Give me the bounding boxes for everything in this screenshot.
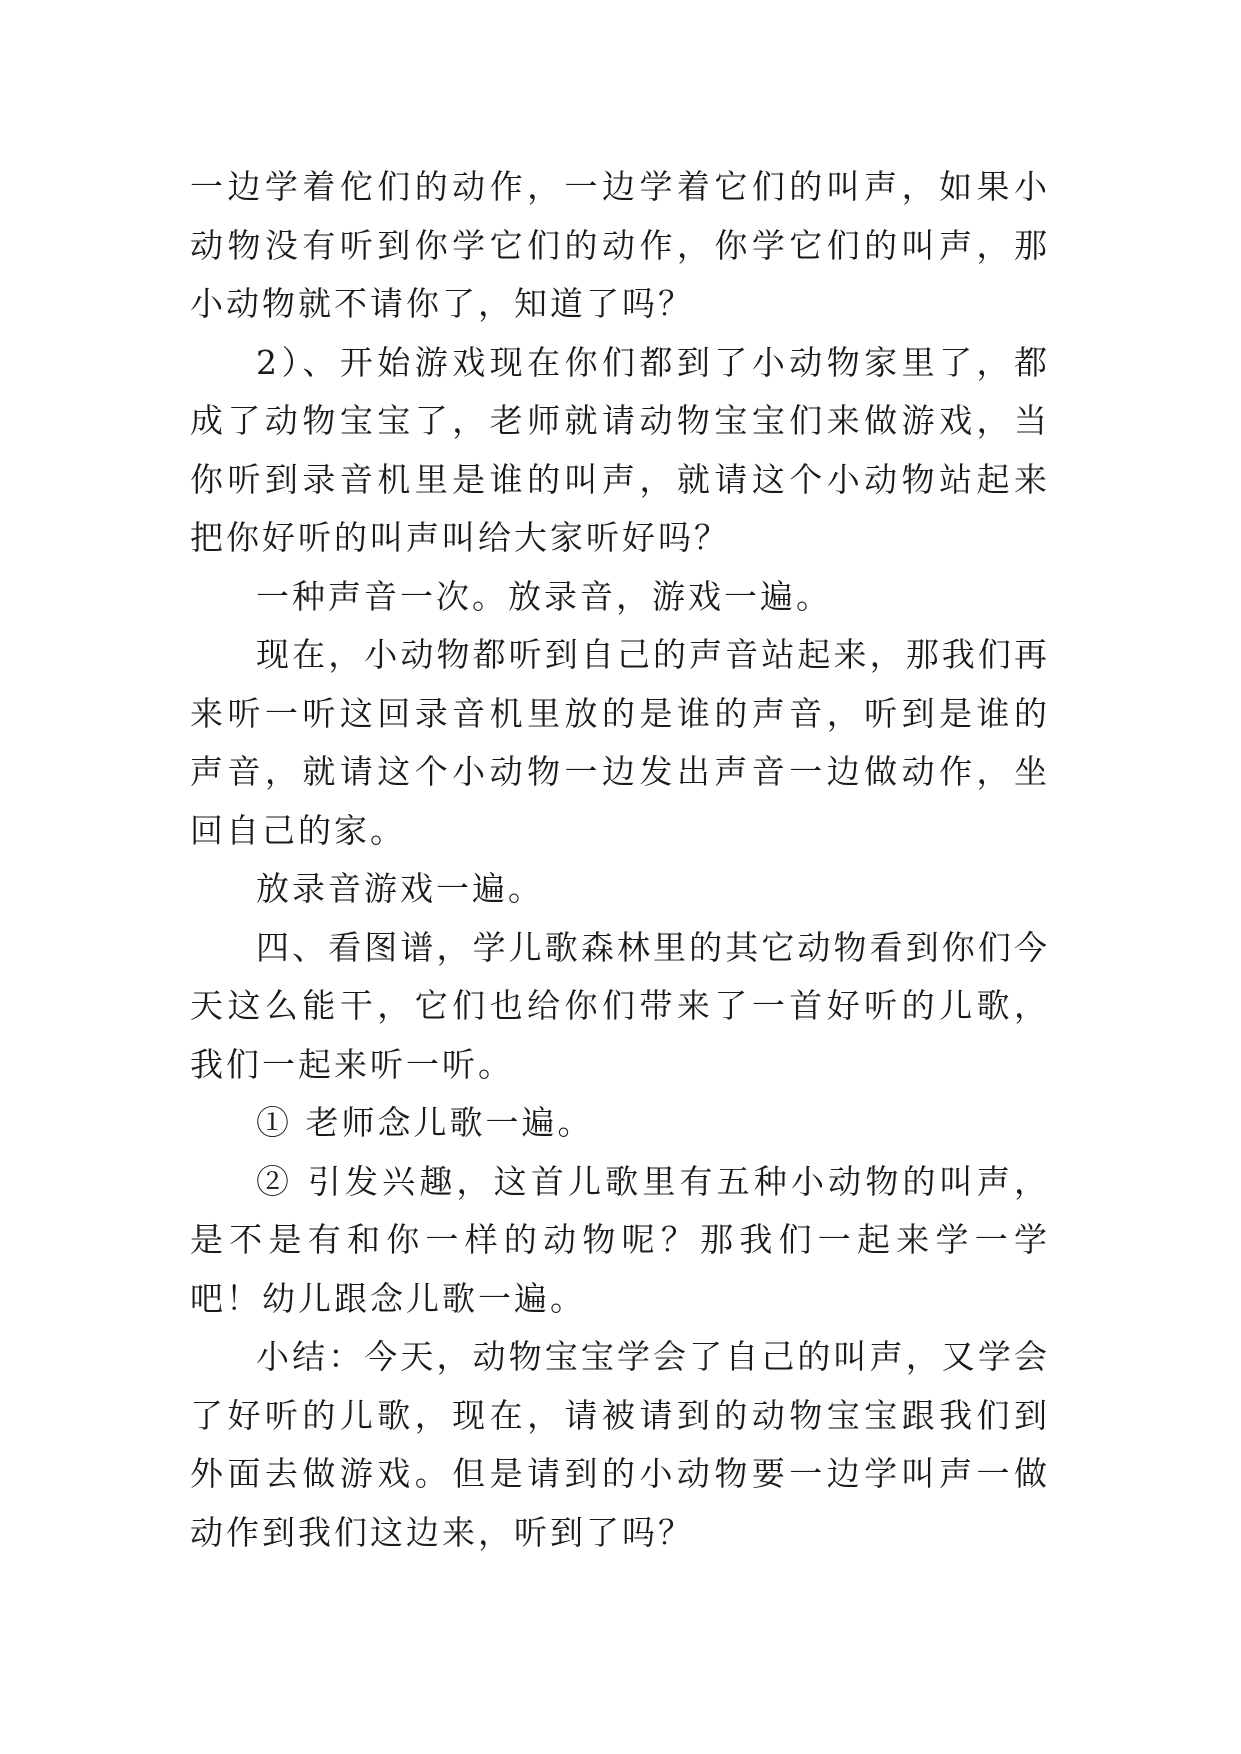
paragraph-section-four: 四、看图谱，学儿歌森林里的其它动物看到你们今天这么能干，它们也给你们带来了一首好听的儿歌，我们一起来听一听。	[190, 927, 1050, 1084]
paragraph-step-two: ② 引发兴趣，这首儿歌里有五种小动物的叫声，是不是有和你一样的动物呢？那我们一起来学一学吧！幼儿跟念儿歌一遍。	[190, 1161, 1050, 1318]
paragraph-start-game: 2）、开始游戏现在你们都到了小动物家里了，都成了动物宝宝了，老师就请动物宝宝们来做游戏，当你听到录音机里是谁的叫声，就请这个小动物站起来把你好听的叫声叫给大家听好吗？	[190, 342, 1050, 557]
paragraph-continued: 一边学着佗们的动作，一边学着它们的叫声，如果小动物没有听到你学它们的动作，你学它们的叫声，那小动物就不请你了，知道了吗？	[190, 167, 1050, 323]
paragraph-summary: 小结：今天，动物宝宝学会了自己的叫声，又学会了好听的儿歌，现在，请被请到的动物宝宝跟我们到外面去做游戏。但是请到的小动物要一边学叫声一做动作到我们这边来，听到了吗？	[190, 1337, 1050, 1552]
paragraph-listen-again: 现在，小动物都听到自己的声音站起来，那我们再来听一听这回录音机里放的是谁的声音，听到是谁的声音，就请这个小动物一边发出声音一边做动作，坐回自己的家。	[190, 635, 1050, 850]
document-body	[190, 158, 1050, 1562]
paragraph-step-one: ① 老师念儿歌一遍。	[256, 1103, 594, 1142]
paragraph-play-recording: 放录音游戏一遍。	[256, 869, 544, 908]
paragraph-one-sound: 一种声音一次。放录音，游戏一遍。	[256, 576, 832, 616]
